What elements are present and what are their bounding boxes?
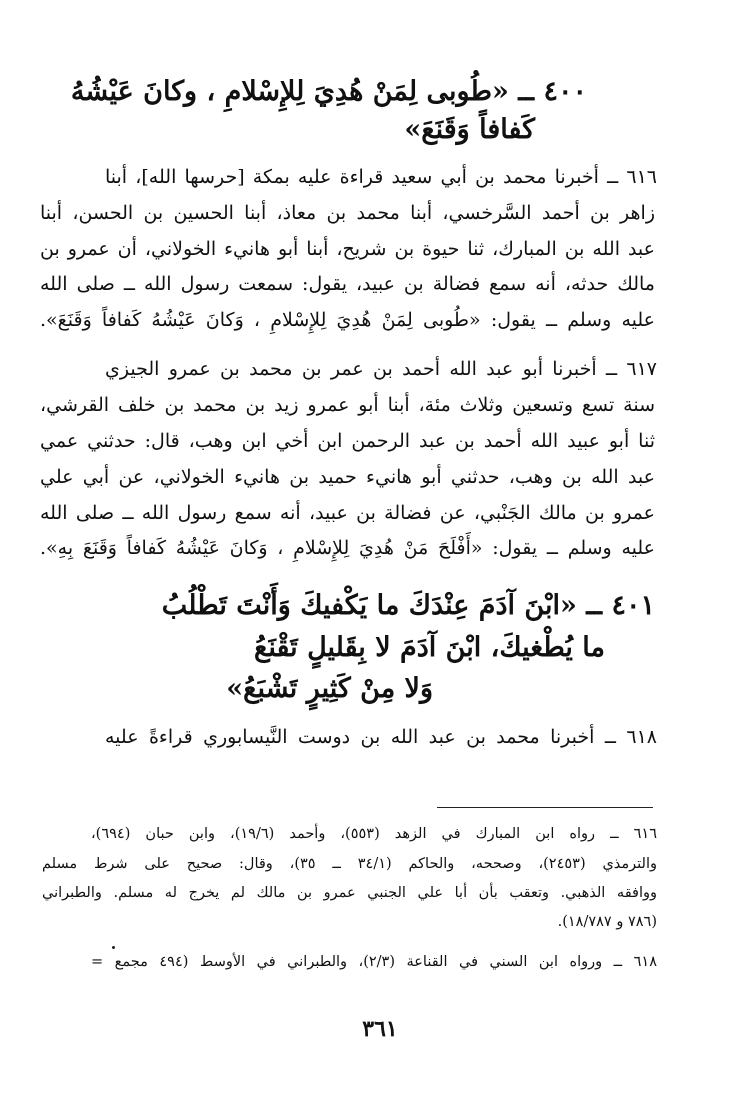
paragraph-617-line-3: ثنا أبو عبيد الله أحمد بن عبد الرحمن ابن أخي ابن وهب، قال: حدثني عمي xyxy=(40,430,655,452)
paragraph-616-line-4: مالك حدثه، أنه سمع فضالة بن عبيد، يقول: سمعت رسول الله ــ صلى الله xyxy=(40,273,655,295)
paragraph-616-line-3: عبد الله بن المبارك، ثنا حيوة بن شريح، أبنا أبو هانيء الخولاني، أن عمرو بن xyxy=(40,238,655,260)
paragraph-616-line-5: عليه وسلم ــ يقول: «طُوبى لِمَنْ هُدِيَ لِلإِسْلامِ ، وَكانَ عَيْشُهُ كَفافاً وَقَنَعَ». xyxy=(40,309,655,331)
paragraph-618-line-1: ٦١٨ ــ أخبرنا محمد بن عبد الله بن دوست النَّيسابوري قراءةً عليه xyxy=(105,726,657,748)
hadith-400-line-2: كَفافاً وَقَنَعَ» xyxy=(404,114,535,145)
footnote-616-line-2: والترمذي (٢٤٥٣)، وصححه، والحاكم (٣٤/١ ــ ٣٥)، وقال: صحيح على شرط مسلم xyxy=(42,856,658,872)
hadith-401-line-2: ما يُطْغيكَ، ابْنَ آدَمَ لا بِقَليلٍ تَقْنَعُ xyxy=(254,632,605,663)
margin-mark xyxy=(112,946,115,949)
paragraph-616-line-2: زاهر بن أحمد السَّرخسي، أبنا محمد بن معاذ، أبنا الحسين بن الحسن، أبنا xyxy=(40,202,655,224)
footnote-divider xyxy=(437,807,653,808)
footnote-618-line-1: ٦١٨ ــ ورواه ابن السني في القناعة (٢/٣)، والطبراني في الأوسط (٤٩٤ مجمع = xyxy=(91,954,657,970)
footnote-616-line-3: ووافقه الذهبي. وتعقب بأن أبا علي الجنبي عمرو بن مالك لم يخرج له مسلم. والطبراني xyxy=(42,885,657,901)
hadith-400-line-1: ٤٠٠ ــ «طُوبى لِمَنْ هُدِيَ لِلإِسْلامِ ، وكانَ عَيْشُهُ xyxy=(70,76,587,107)
paragraph-617-line-6: عليه وسلم ــ يقول: «أَفْلَحَ مَنْ هُدِيَ لِلإِسْلامِ ، وَكانَ عَيْشُهُ كَفافاً وَقَنَعَ بِهِ». xyxy=(40,537,655,559)
footnote-616-line-4: (٧٨٦ و ١٨/٧٨٧). xyxy=(557,914,657,930)
hadith-401-line-3: وَلا مِنْ كَثِيرٍ تَشْبَعُ» xyxy=(226,673,433,704)
paragraph-616-line-1: ٦١٦ ــ أخبرنا محمد بن أبي سعيد قراءة عليه بمكة [حرسها الله]، أبنا xyxy=(105,166,657,188)
footnote-616-line-1: ٦١٦ ــ رواه ابن المبارك في الزهد (٥٥٣)، وأحمد (١٩/٦)، وابن حبان (٦٩٤)، xyxy=(91,826,657,842)
paragraph-617-line-2: سنة تسع وتسعين وثلاث مئة، أبنا أبو عمرو زيد بن محمد بن خلف القرشي، xyxy=(40,394,655,416)
paragraph-617-line-5: عمرو بن مالك الجَنْبي، عن فضالة بن عبيد، أنه سمع رسول الله ــ صلى الله xyxy=(40,502,655,524)
page-number: ٣٦١ xyxy=(362,1016,398,1042)
paragraph-617-line-4: عبد الله بن وهب، حدثني أبو هانيء حميد بن هانيء الخولاني، عن أبي علي xyxy=(40,466,655,488)
hadith-401-line-1: ٤٠١ ــ «ابْنَ آدَمَ عِنْدَكَ ما يَكْفيكَ وَأَنْتَ تَطْلُبُ xyxy=(161,590,655,621)
paragraph-617-line-1: ٦١٧ ــ أخبرنا أبو عبد الله أحمد بن عمر بن محمد بن عمرو الجيزي xyxy=(105,358,657,380)
